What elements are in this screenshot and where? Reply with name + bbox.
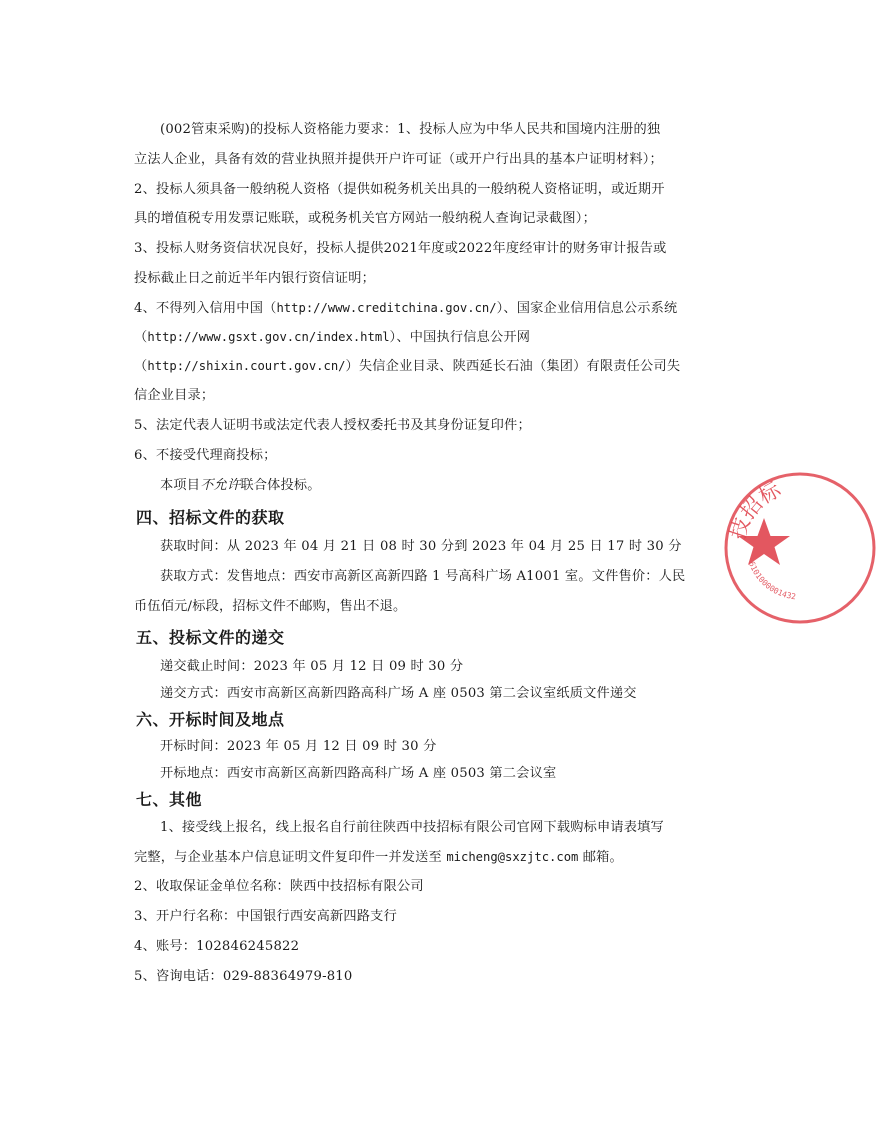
consortium-note: [160, 477, 321, 495]
requirement-4-text: （: [134, 330, 148, 345]
other-item-1-line-1: 1、接受线上报名，线上报名自行前往陕西中技招标有限公司官网下载购标申请表填写: [160, 820, 664, 835]
opening-time: 开标时间：2023 年 05 月 12 日 09 时 30 分: [160, 739, 437, 754]
acquisition-time: 获取时间：从 2023 年 04 月 21 日 08 时 30 分到 2023 年 04 月 25 日 17 时 30 分: [160, 539, 682, 554]
acquisition-method-line-2: 币伍佰元/标段，招标文件不邮购，售出不退。: [134, 599, 407, 614]
requirement-3-line-2: 投标截止日之前近半年内银行资信证明；: [134, 271, 375, 286]
company-seal-stamp: [720, 468, 880, 628]
bank-name: 3、开户行名称：中国银行西安高新四路支行: [134, 909, 397, 924]
requirement-line-2: 立法人企业，具备有效的营业执照并提供开户许可证（或开户行出具的基本户证明材料）；: [134, 152, 663, 167]
acquisition-method-line-1: 获取方式：发售地点：西安市高新区高新四路 1 号高科广场 A1001 室。文件售价：人民: [160, 569, 686, 584]
consult-phone: 5、咨询电话：029-88364979-810: [134, 969, 353, 984]
creditchina-link[interactable]: http://www.creditchina.gov.cn/: [276, 301, 497, 315]
seal-number: 6101000001432: [746, 560, 797, 602]
section-5-heading: 五、投标文件的递交: [136, 628, 285, 647]
section-6-heading: 六、开标时间及地点: [136, 710, 285, 729]
requirement-2-line-1: 2、投标人须具备一般纳税人资格（提供如税务机关出具的一般纳税人资格证明，或近期开: [134, 182, 665, 197]
requirement-4-text: ）失信企业目录、陕西延长石油（集团）有限责任公司失: [345, 359, 681, 374]
requirement-4-text: ）、国家企业信用信息公示系统: [496, 301, 678, 316]
section-4-heading: 四、招标文件的获取: [136, 508, 285, 527]
submission-deadline: 递交截止时间：2023 年 05 月 12 日 09 时 30 分: [160, 659, 464, 674]
requirement-3-line-1: 3、投标人财务资信状况良好，投标人提供2021年度或2022年度经审计的财务审计报告或: [134, 241, 667, 256]
section-7-heading: 七、其他: [136, 790, 203, 809]
other-item-1-text: 邮箱。: [578, 850, 623, 865]
requirement-4-text: ）、中国执行信息公开网: [389, 330, 531, 345]
requirement-4-line-2: [134, 328, 530, 347]
requirement-4-line-3: [134, 357, 680, 376]
requirement-2-line-2: 具的增值税专用发票记账联，或税务机关官方网站一般纳税人查询记录截图）；: [134, 211, 596, 226]
deposit-payee: 2、收取保证金单位名称：陕西中技招标有限公司: [134, 879, 424, 894]
consortium-note-emphasis: 不允许: [200, 478, 241, 493]
seal-text: 技招标: [725, 477, 785, 543]
other-item-1-line-2: [134, 848, 623, 867]
account-number: 4、账号：102846245822: [134, 939, 300, 954]
requirement-6: 6、不接受代理商投标；: [134, 448, 277, 463]
requirement-line-1: (002管束采购)的投标人资格能力要求：1、投标人应为中华人民共和国境内注册的独: [160, 122, 661, 137]
shixin-link[interactable]: http://shixin.court.gov.cn/: [147, 359, 346, 373]
requirement-4-line-1: [134, 299, 677, 318]
submission-method: 递交方式：西安市高新区高新四路高科广场 A 座 0503 第二会议室纸质文件递交: [160, 686, 637, 701]
requirement-4-line-4: 信企业目录；: [134, 388, 215, 403]
requirement-4-text: 4、不得列入信用中国（: [134, 301, 277, 316]
contact-email-link[interactable]: micheng@sxzjtc.com: [446, 850, 579, 864]
gsxt-link[interactable]: http://www.gsxt.gov.cn/index.html: [147, 330, 390, 344]
consortium-note-text: 本项目: [160, 478, 201, 493]
consortium-note-text: 联合体投标。: [240, 478, 321, 493]
opening-place: 开标地点：西安市高新区高新四路高科广场 A 座 0503 第二会议室: [160, 766, 557, 781]
requirement-4-text: （: [134, 359, 148, 374]
requirement-5: 5、法定代表人证明书或法定代表人授权委托书及其身份证复印件；: [134, 418, 531, 433]
other-item-1-text: 完整，与企业基本户信息证明文件复印件一并发送至: [134, 850, 447, 865]
